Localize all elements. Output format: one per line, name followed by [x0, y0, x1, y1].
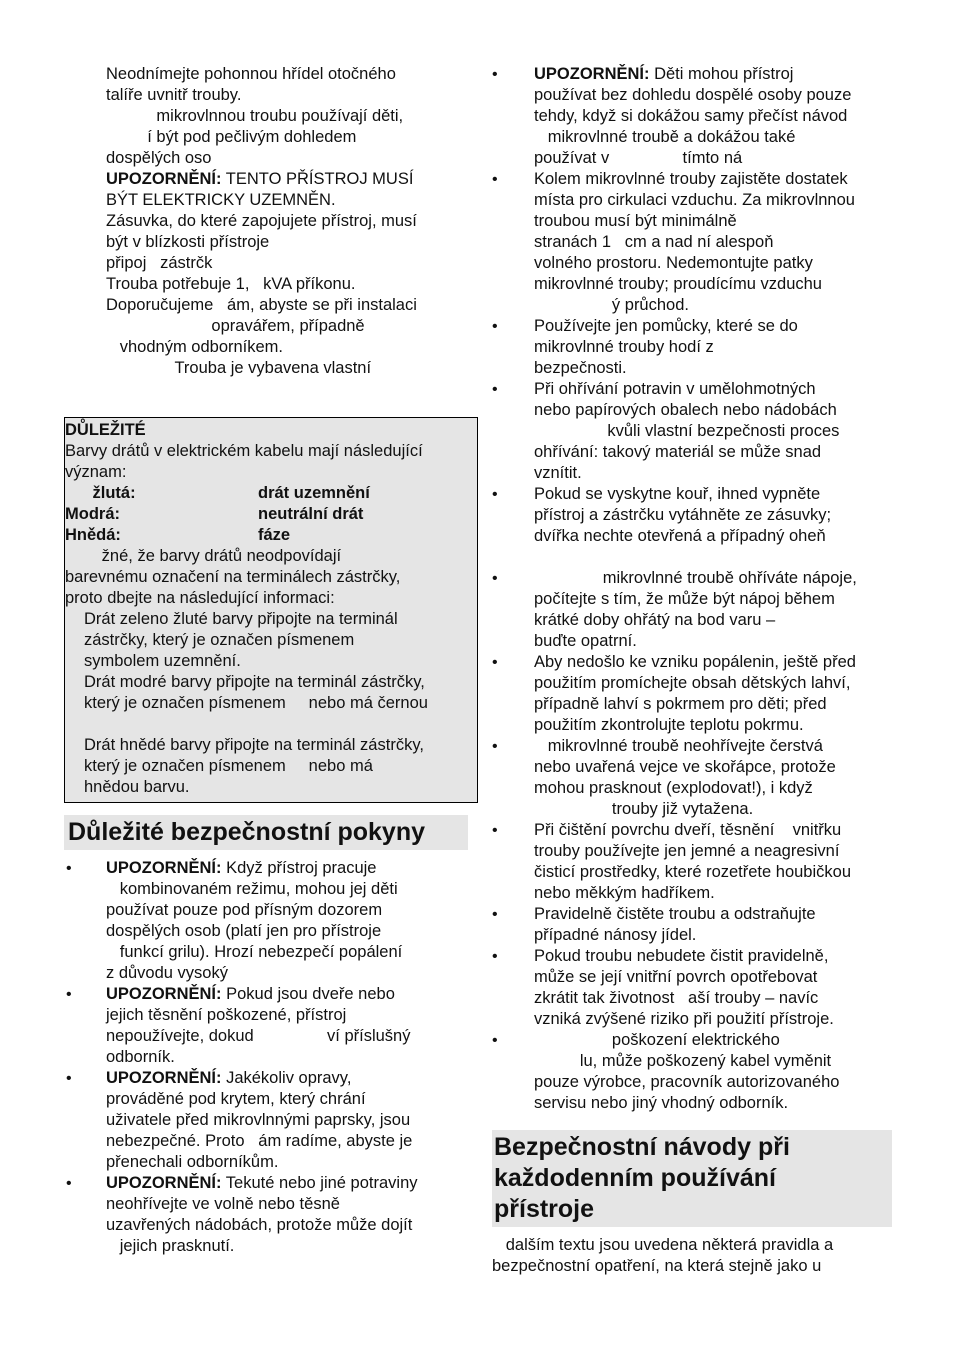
box-line: Drát zeleno žluté barvy připojte na terminál: [84, 610, 398, 628]
item-line: případné nánosy jídel.: [534, 926, 697, 944]
item-text: Tekuté nebo jiné potraviny: [221, 1174, 418, 1192]
item-line: počítejte s tím, že může být nápoj během: [534, 590, 835, 608]
item-line: může se její vnitřní povrch opotřebovat: [534, 968, 818, 986]
item-line: mikrovlnné trouby; proudícímu vzduchu: [534, 275, 822, 293]
intro-line: dospělých oso: [106, 149, 212, 167]
warning-text: TENTO PŘÍSTROJ MUSÍ: [221, 170, 414, 188]
outro-line: dalším textu jsou uvedena některá pravidla a: [492, 1236, 834, 1254]
box-line: hnědou barvu.: [84, 778, 190, 796]
item-line: zkrátit tak životnost aší trouby – navíc: [534, 989, 819, 1007]
item-line: lu, může poškozený kabel vyměnit: [534, 1052, 832, 1070]
item-line: stranách 1 cm a nad ní alespoň: [534, 233, 774, 251]
item-line: • Používejte jen pomůcky, které se do: [534, 317, 798, 335]
item-line: [106, 858, 474, 879]
item-line: dvířka nechte otevřená a případný oheň: [534, 527, 826, 545]
item-line: prováděné pod krytem, který chrání: [106, 1090, 366, 1108]
list-item: [64, 1173, 474, 1257]
wire-meaning: neutrální drát: [258, 505, 364, 523]
list-item: [492, 484, 892, 568]
wire-color: žlutá:: [65, 484, 136, 502]
outro-line: bezpečnostní opatření, na která stejně jako u: [492, 1257, 822, 1275]
warning-label: UPOZORNĚNÍ:: [106, 1174, 222, 1192]
item-line: používat v tímto ná: [534, 149, 743, 167]
outro-text: [492, 1235, 892, 1277]
list-item: [492, 946, 892, 1030]
list-item: [492, 316, 892, 379]
item-line: • Kolem mikrovlnné trouby zajistěte dostatek: [534, 170, 848, 188]
item-line: uzavřených nádobách, protože může dojít: [106, 1216, 413, 1234]
item-text: Pokud jsou dveře nebo: [221, 985, 395, 1003]
wire-row: [65, 504, 473, 525]
intro-line: í být pod pečlivým dohledem: [106, 128, 357, 146]
item-line: • Aby nedošlo ke vzniku popálenin, ještě před: [534, 653, 856, 671]
item-line: použitím promíchejte obsah dětských lahví,: [534, 674, 851, 692]
heading-line: každodenním používání: [494, 1164, 776, 1192]
item-line: • mikrovlnné troubě ohříváte nápoje,: [534, 569, 857, 587]
list-item: [492, 568, 892, 652]
box-line: [84, 714, 473, 735]
item-line: troubou musí být minimálně: [534, 212, 737, 230]
item-line: vznítit.: [534, 464, 582, 482]
intro-line: Zásuvka, do které zapojujete přístroj, musí: [106, 212, 417, 230]
box-title: DŮLEŽITÉ: [65, 421, 146, 439]
warning-label: UPOZORNĚNÍ:: [106, 985, 222, 1003]
item-line: nepoužívejte, dokud ví příslušný: [106, 1027, 411, 1045]
item-line: pouze výrobce, pracovník autorizovaného: [534, 1073, 840, 1091]
item-line: [106, 1173, 474, 1194]
intro-line: mikrovlnnou troubu používají děti,: [106, 107, 404, 125]
list-item: [492, 379, 892, 484]
item-line: volného prostoru. Nedemontujte patky: [534, 254, 813, 272]
item-line: případně lahví s pokrmem pro děti; před: [534, 695, 827, 713]
intro-line: Neodnímejte pohonnou hřídel otočného: [106, 65, 396, 83]
item-line: • poškození elektrického: [534, 1031, 780, 1049]
item-text: Jakékoliv opravy,: [221, 1069, 352, 1087]
item-line: trouby používejte jen jemné a neagresivní: [534, 842, 840, 860]
list-item: [492, 736, 892, 820]
intro-line: talíře uvnitř trouby.: [106, 86, 242, 104]
important-box: [64, 417, 478, 803]
item-line: odborník.: [106, 1048, 175, 1066]
item-line: dospělých osob (platí jen pro přístroje: [106, 922, 382, 940]
box-line: který je označen písmenem nebo má černou: [84, 694, 428, 712]
item-line: nebo měkkým hadříkem.: [534, 884, 715, 902]
item-line: • Pokud se vyskytne kouř, ihned vypněte: [534, 485, 821, 503]
box-line: žné, že barvy drátů neodpovídají: [65, 547, 342, 565]
item-line: jejich prasknutí.: [106, 1237, 235, 1255]
intro-line: opravářem, případně: [106, 317, 365, 335]
item-line: buďte opatrní.: [534, 632, 637, 650]
item-line: vzniká zvýšené riziko při použití přístroje.: [534, 1010, 834, 1028]
right-column: [492, 64, 892, 1277]
item-line: mohou prasknout (explodovat!), i když: [534, 779, 813, 797]
safety-list: [64, 858, 474, 1257]
box-line: Drát modré barvy připojte na terminál zástrčky,: [84, 673, 425, 691]
left-column: [64, 64, 474, 1257]
item-line: [106, 984, 474, 1005]
item-line: • Při čištění povrchu dveří, těsnění vnitřku: [534, 821, 842, 839]
item-line: přístroj a zástrčku vytáhněte ze zásuvky;: [534, 506, 832, 524]
intro-line: být v blízkosti přístroje: [106, 233, 270, 251]
list-item: [492, 820, 892, 904]
list-item: [64, 858, 474, 984]
item-line: ohřívání: takový materiál se může snad: [534, 443, 822, 461]
list-item: [64, 1068, 474, 1173]
list-item: [492, 64, 892, 169]
list-item: [492, 169, 892, 316]
item-line: krátké doby ohřátý na bod varu –: [534, 611, 776, 629]
list-item: [492, 652, 892, 736]
item-line: jejich těsnění poškozené, přístroj: [106, 1006, 347, 1024]
item-line: tehdy, když si dokážou samy přečíst návod: [534, 107, 848, 125]
heading-line: Bezpečnostní návody při: [494, 1133, 790, 1161]
intro-text: [64, 64, 474, 379]
intro-line: Trouba je vybavena vlastní: [106, 359, 372, 377]
item-line: neohřívejte ve volně nebo těsně: [106, 1195, 340, 1213]
box-line: symbolem uzemnění.: [84, 652, 241, 670]
item-text: Když přístroj pracuje: [221, 859, 377, 877]
warning-label: UPOZORNĚNÍ:: [106, 170, 222, 188]
box-line: význam:: [65, 463, 127, 481]
item-line: servisu nebo jiný vhodný odborník.: [534, 1094, 789, 1112]
item-line: používat pouze pod přísným dozorem: [106, 901, 383, 919]
item-line: nebo papírových obalech nebo nádobách: [534, 401, 837, 419]
box-line: barevnému označení na terminálech zástrčky,: [65, 568, 401, 586]
wire-color: Modrá:: [65, 505, 120, 523]
section-heading: [492, 1130, 892, 1227]
heading-line: přístroje: [494, 1195, 595, 1223]
item-line: čisticí prostředky, které rozetřete houbičkou: [534, 863, 851, 881]
item-line: přenechali odborníkům.: [106, 1153, 279, 1171]
warning-label: UPOZORNĚNÍ:: [106, 859, 222, 877]
item-line: • Pravidelně čistěte troubu a odstraňujte: [534, 905, 816, 923]
list-item: [492, 904, 892, 946]
intro-line: vhodným odborníkem.: [106, 338, 284, 356]
wire-row: [65, 525, 473, 546]
item-line: použitím zkontrolujte teplotu pokrmu.: [534, 716, 804, 734]
wire-meaning: fáze: [258, 526, 291, 544]
item-line: [534, 547, 892, 568]
list-item: [64, 984, 474, 1068]
box-line: Barvy drátů v elektrickém kabelu mají následující: [65, 442, 423, 460]
list-item: [492, 1030, 892, 1114]
item-line: trouby již vytažena.: [534, 800, 754, 818]
section-heading: Důležité bezpečnostní pokyny: [64, 815, 468, 850]
item-line: [106, 1068, 474, 1089]
item-line: nebo uvařená vejce ve skořápce, protože: [534, 758, 836, 776]
box-line: zástrčky, který je označen písmenem: [84, 631, 355, 649]
item-line: mikrovlnné troubě a dokážou také: [534, 128, 796, 146]
wire-color: Hnědá:: [65, 526, 121, 544]
item-line: • mikrovlnné troubě neohřívejte čerstvá: [534, 737, 823, 755]
warning-line: [106, 169, 474, 190]
item-line: používat bez dohledu dospělé osoby pouze: [534, 86, 852, 104]
item-line: nebezpečné. Proto ám radíme, abyste je: [106, 1132, 413, 1150]
box-line: proto dbejte na následující informaci:: [65, 589, 335, 607]
intro-line: připoj zástrčk: [106, 254, 213, 272]
item-line: kvůli vlastní bezpečnosti proces: [534, 422, 840, 440]
box-line: Drát hnědé barvy připojte na terminál zástrčky,: [84, 736, 424, 754]
item-line: • Pokud troubu nebudete čistit pravidelně,: [534, 947, 829, 965]
item-line: mikrovlnné trouby hodí z: [534, 338, 714, 356]
item-text: Děti mohou přístroj: [649, 65, 794, 83]
wire-row: [65, 483, 473, 504]
item-line: z důvodu vysoký: [106, 964, 228, 982]
intro-line: Doporučujeme ám, abyste se při instalaci: [106, 296, 417, 314]
item-line: [534, 64, 892, 85]
safety-list: [492, 64, 892, 1114]
item-line: kombinovaném režimu, mohou jej děti: [106, 880, 398, 898]
warning-label: UPOZORNĚNÍ:: [534, 65, 650, 83]
box-line: který je označen písmenem nebo má: [84, 757, 373, 775]
wire-instructions: [65, 609, 473, 798]
item-line: místa pro cirkulaci vzduchu. Za mikrovlnnou: [534, 191, 855, 209]
item-line: uživatele před mikrovlnnými paprsky, jsou: [106, 1111, 411, 1129]
item-line: bezpečnosti.: [534, 359, 627, 377]
item-line: ý průchod.: [534, 296, 689, 314]
item-line: • Při ohřívání potravin v umělohmotných: [534, 380, 816, 398]
warning-line: BÝT ELEKTRICKY UZEMNĚN.: [106, 191, 336, 209]
warning-label: UPOZORNĚNÍ:: [106, 1069, 222, 1087]
wire-meaning: drát uzemnění: [258, 484, 370, 502]
intro-line: Trouba potřebuje 1, kVA příkonu.: [106, 275, 356, 293]
item-line: funkcí grilu). Hrozí nebezpečí popálení: [106, 943, 403, 961]
